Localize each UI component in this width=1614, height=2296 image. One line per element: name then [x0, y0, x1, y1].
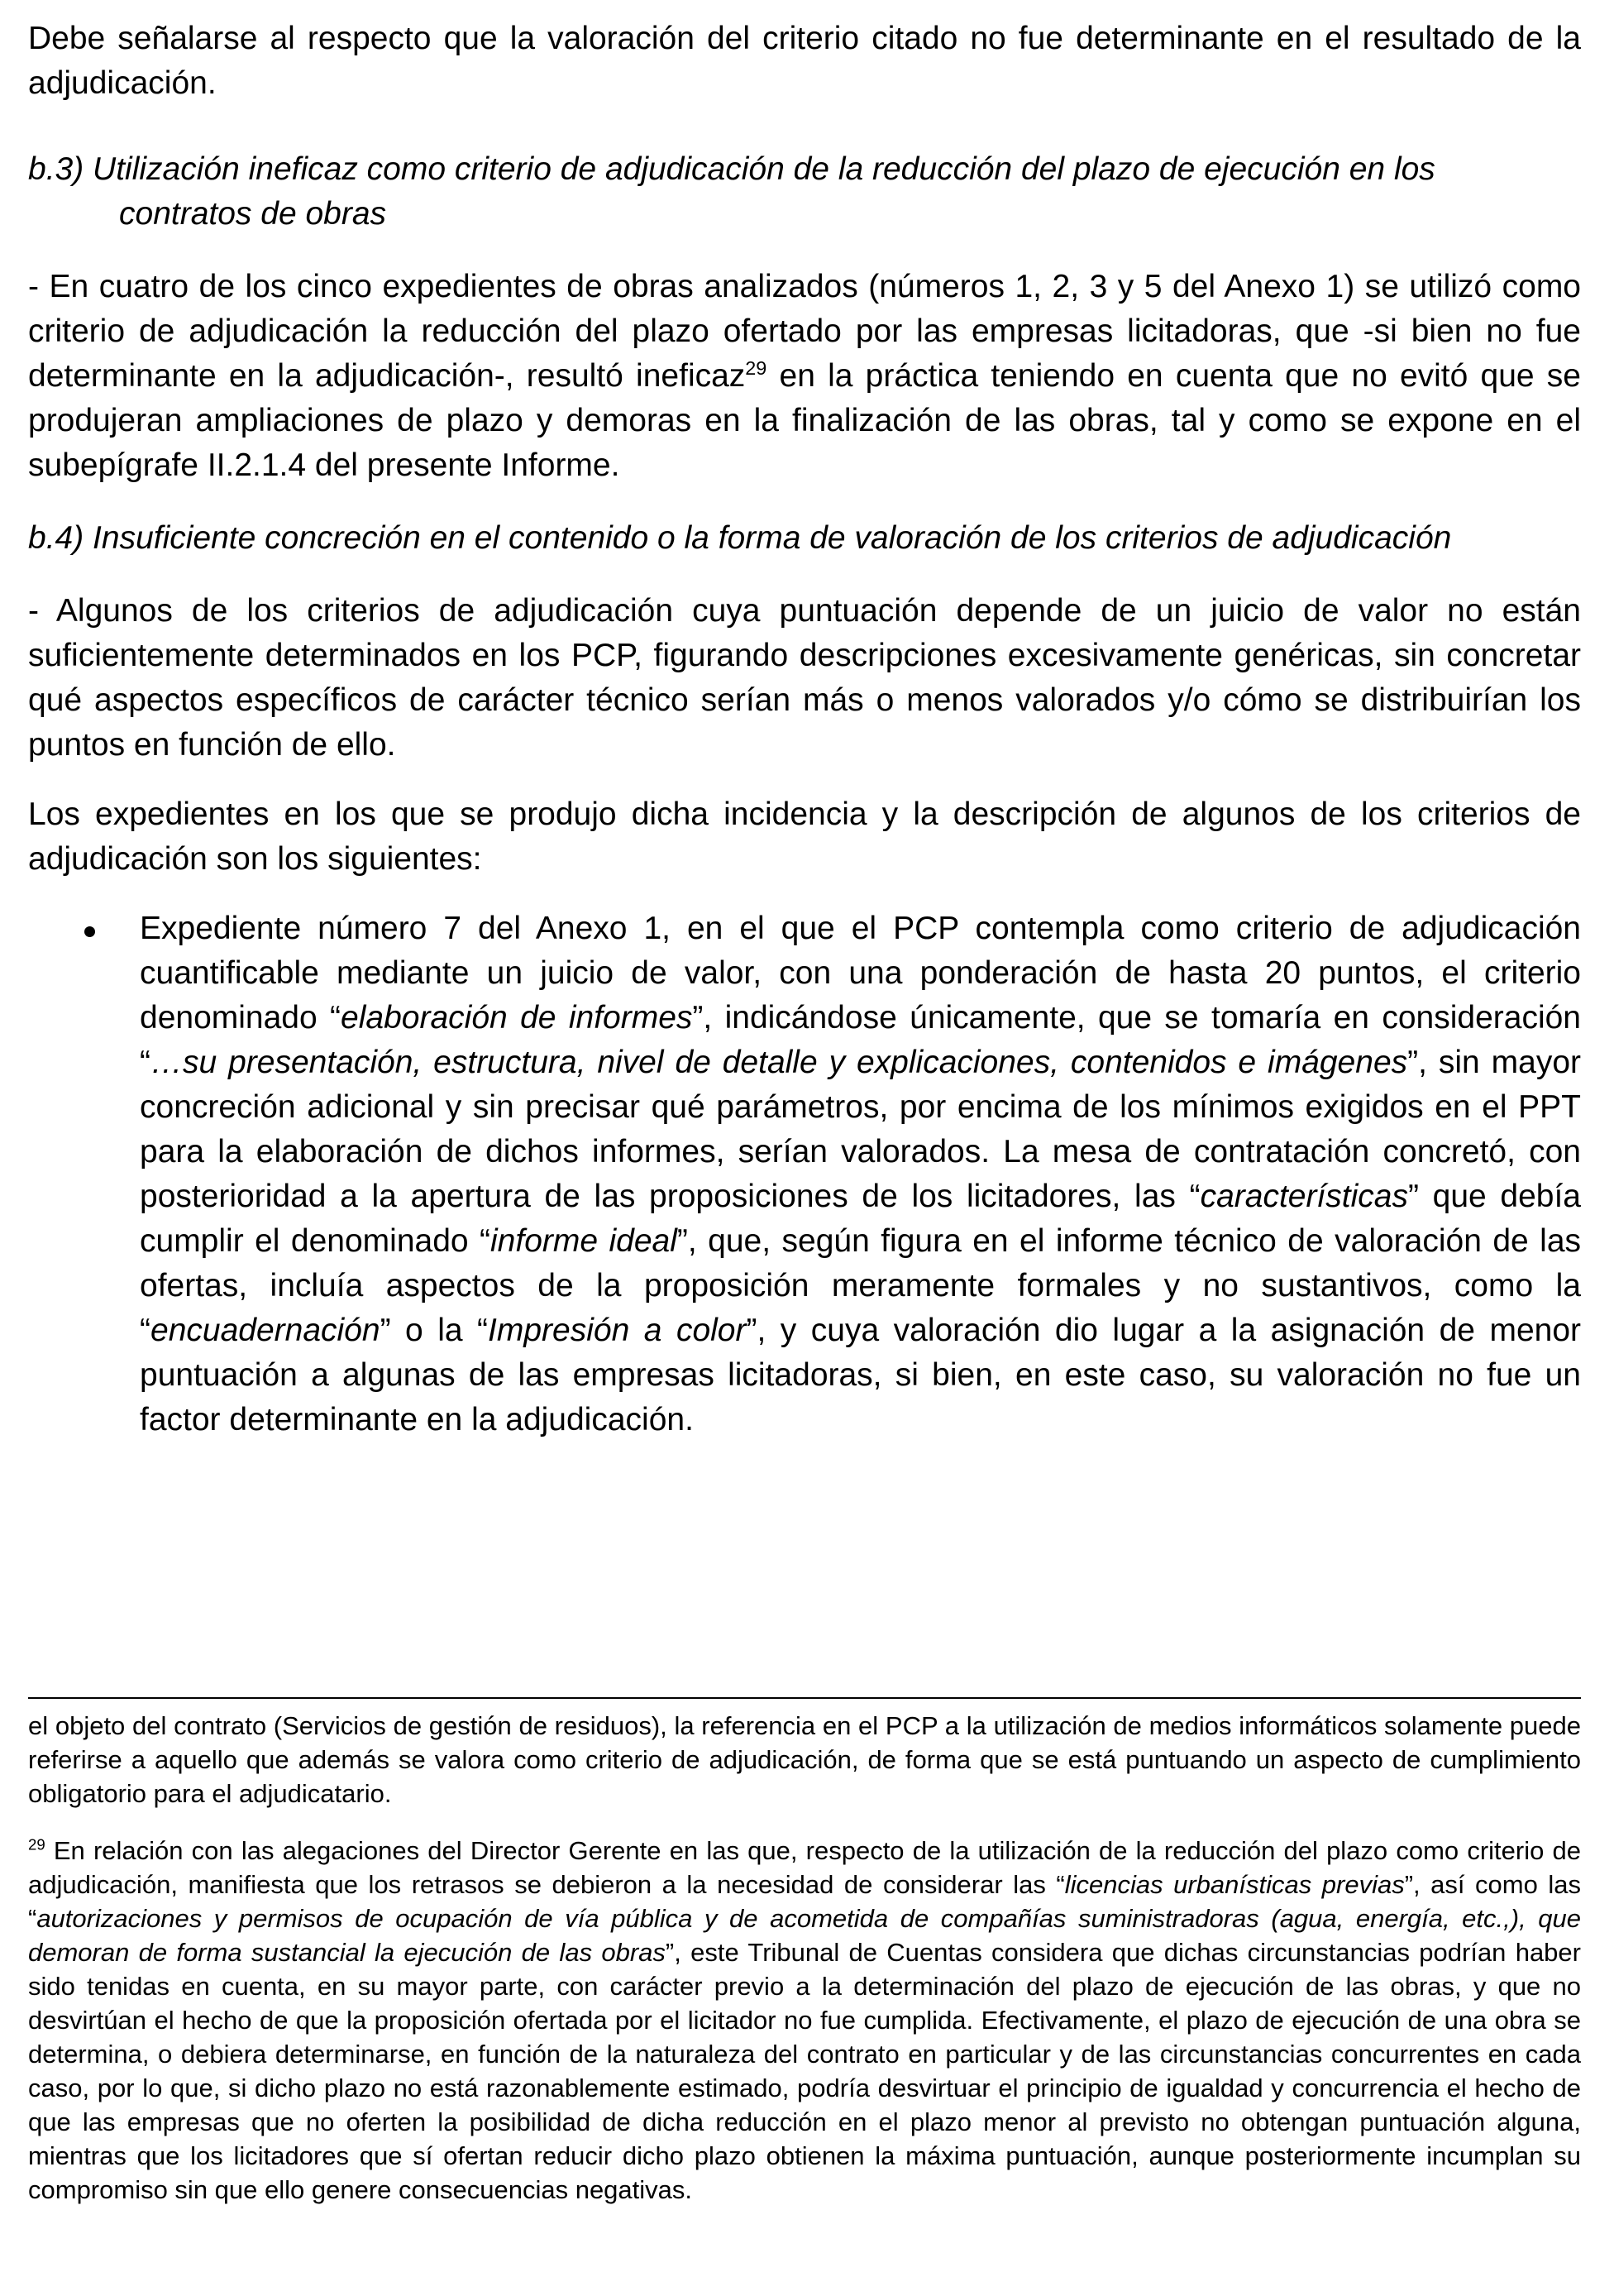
paragraph-b3-text-a: - En cuatro de los cinco expedientes de obras analizados (números 1, 2, 3 y 5 del Anexo 1) se utilizó como criterio de adjudicación la reducción del plazo ofertado por las empresas licitadoras, que -si bien no fue determinante en la adjudicación-, resultó ineficaz	[28, 269, 1581, 394]
paragraph-b3-text-b: en la práctica teniendo en cuenta que no evitó que se produjeran ampliaciones de plazo y demoras en la finalización de las obras, tal y como se expone en el subepígrafe II.2.1.4 del presente Informe.	[28, 358, 1581, 483]
footnote-29: $^{29}$ En relación con las alegaciones del Director Gerente en las que, respecto de la utilización de la reducción del plazo como criterio de adjudicación, manifiesta que los retrasos se debieron a la necesidad de considerar las “licencias urbanísticas previas”, así como las “autorizaciones y permisos de ocupación de vía pública y de acometida de compañías suministradoras (agua, energía, etc.,), que demoran de forma sustancial la ejecución de las obras”, este Tribunal de Cuentas considera que dichas circunstancias podrían haber sido tenidas en cuenta, en su mayor parte, con carácter previo a la determinación del plazo de ejecución de las obras, y que no desvirtúan el hecho de que la proposición ofertada por el licitador no fue cumplida. Efectivamente, el plazo de ejecución de una obra se determina, o debiera determinarse, en función de la naturaleza del contrato en particular y de las circunstancias concurrentes en cada caso, por lo que, si dicho plazo no está razonablemente estimado, podría desvirtuar el principio de igualdad y concurrencia el hecho de que las empresas que no oferten la posibilidad de dicha reducción en el plazo menor al previsto no obtengan puntuación alguna, mientras que los licitadores que sí ofertan reducir dicho plazo obtienen la máxima puntuación, aunque posteriormente incumplan su compromiso sin que ello genere consecuencias negativas.	[28, 1835, 1582, 2204]
footnote-separator	[28, 1697, 1581, 1699]
list-item	[28, 906, 1581, 1442]
paragraph-valoracion: Debe señalarse al respecto que la valoración del criterio citado no fue determinante en el resultado de la adjudicación.	[28, 21, 1581, 101]
paragraph-list-intro: Los expedientes en los que se produjo dicha incidencia y la descripción de algunos de los criterios de adjudicación son los siguientes:	[28, 796, 1581, 877]
list-item-text: Expediente número 7 del Anexo 1, en el que el PCP contempla como criterio de adjudicación cuantificable mediante un juicio de valor, con una ponderación de hasta 20 puntos, el criterio denominado “elaboración de informes”, indicándose únicamente, que se tomaría en consideración “…su presentación, estructura, nivel de detalle y explicaciones, contenidos e imágenes”, sin mayor concreción adicional y sin precisar qué parámetros, por encima de los mínimos exigidos en el PPT para la elaboración de dichos informes, serían valorados. La mesa de contratación concretó, con posterioridad a la apertura de las proposiciones de los licitadores, las “características” que debía cumplir el denominado “informe ideal”, que, según figura en el informe técnico de valoración de las ofertas, incluía aspectos de la proposición meramente formales y no sustantivos, como la “encuadernación” o la “Impresión a color”, y cuya valoración dio lugar a la asignación de menor puntuación a algunas de las empresas licitadoras, si bien, en este caso, su valoración no fue un factor determinante en la adjudicación.	[140, 911, 1582, 1437]
paragraph-b4: - Algunos de los criterios de adjudicación cuya puntuación depende de un juicio de valor no están suficientemente determinados en los PCP, figurando descripciones excesivamente genéricas, sin concretar qué aspectos específicos de carácter técnico serían más o menos valorados y/o cómo se distribuirían los puntos en función de ello.	[28, 593, 1581, 763]
footnote-ref-29[interactable]: 29	[745, 357, 767, 379]
bullet-icon	[84, 926, 95, 937]
subheading-b4: b.4) Insuficiente concreción en el contenido o la forma de valoración de los criterios de adjudicación	[28, 520, 1452, 556]
document-body	[28, 17, 1581, 1442]
subheading-b3-line1: b.3) Utilización ineficaz como criterio de adjudicación de la reducción del plazo de ejecución en los	[28, 151, 1435, 187]
footnote-29-number: 29	[28, 1835, 45, 1854]
subheading-b3-line2: contratos de obras	[119, 196, 387, 232]
subheading-b3	[28, 147, 1581, 237]
footnote-continuation: el objeto del contrato (Servicios de gestión de residuos), la referencia en el PCP a la utilización de medios informáticos solamente puede referirse a aquello que además se valora como criterio de adjudicación, de forma que se está puntuando un aspecto de cumplimiento obligatorio para el adjudicatario.	[28, 1711, 1581, 1808]
paragraph-b3	[28, 265, 1581, 488]
